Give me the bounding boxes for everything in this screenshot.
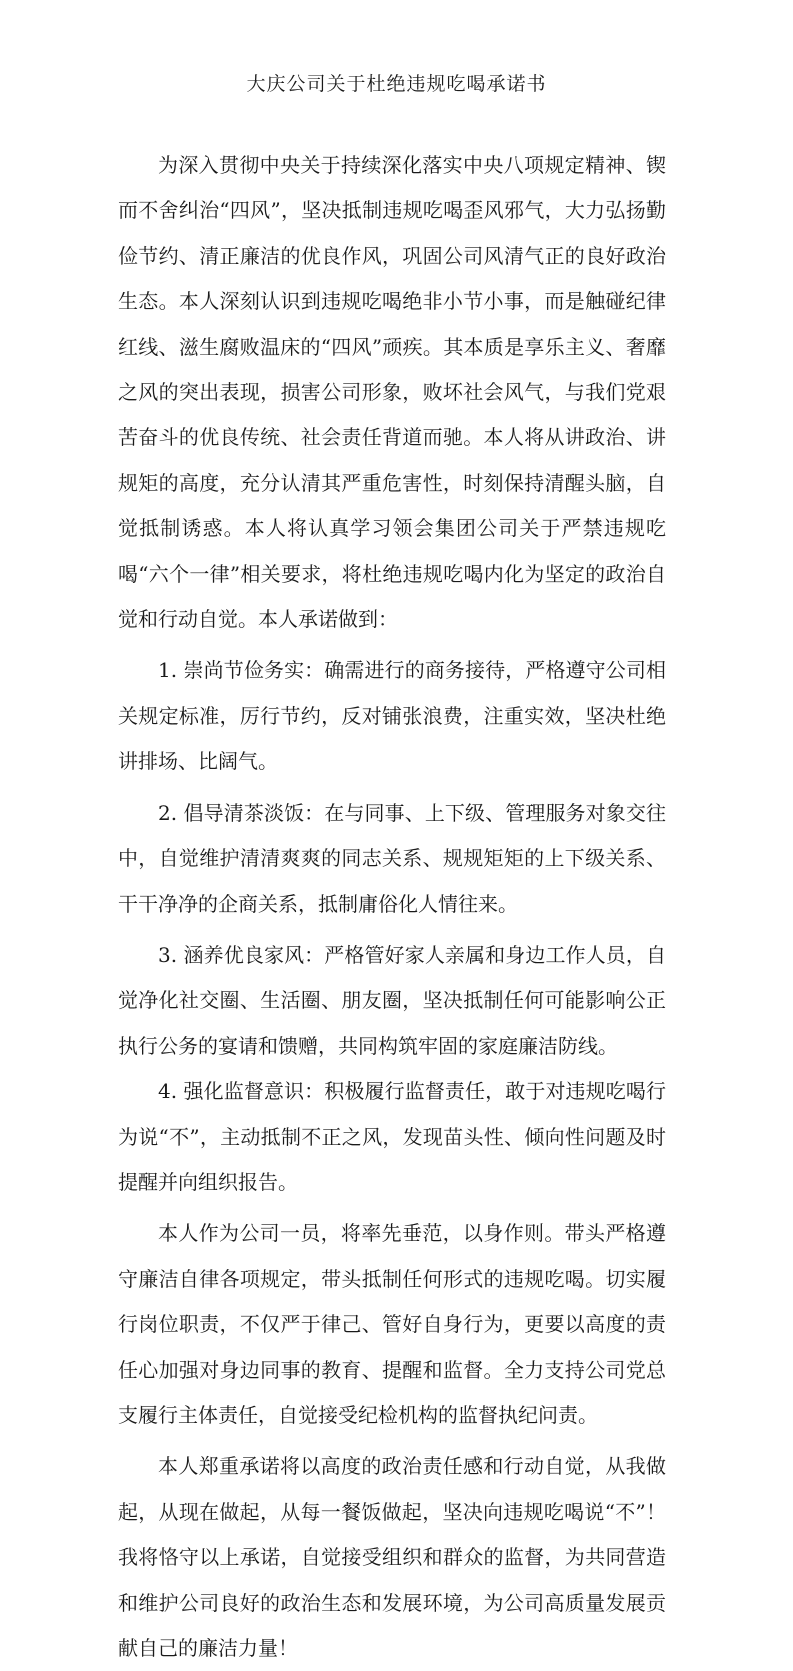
commitment-item-3: 3. 涵养优良家风：严格管好家人亲属和身边工作人员，自觉净化社交圈、生活圈、朋友圈，坚决抵制任何可能影响公正执行公务的宴请和馈赠，共同构筑牢固的家庭廉洁防线。 [118,942,666,1058]
commitment-item-4: 4. 强化监督意识：积极履行监督责任，敢于对违规吃喝行为说“不”，主动抵制不正之风，发现苗头性、倾向性问题及时提醒并向组织报告。 [118,1079,666,1194]
document-title: 大庆公司关于杜绝违规吃喝承诺书 [246,73,547,95]
document-body [118,143,666,1671]
intro-paragraph: 为深入贯彻中央关于持续深化落实中央八项规定精神、锲而不舍纠治“四风”，坚决抵制违规吃喝歪风邪气，大力弘扬勤俭节约、清正廉洁的优良作风，巩固公司风清气正的良好政治生态。本人深刻认识到违规吃喝绝非小节小事，而是触碰纪律红线、滋生腐败温床的“四风”顽疾。其本质是享乐主义、奢靡之风的突出表现，损害公司形象，败坏社会风气，与我们党艰苦奋斗的优良传统、社会责任背道而驰。本人将从讲政治、讲规矩的高度，充分认清其严重危害性，时刻保持清醒头脑，自觉抵制诱惑。本人将认真学习领会集团公司关于严禁违规吃喝“六个一律”相关要求，将杜绝违规吃喝内化为坚定的政治自觉和行动自觉。本人承诺做到： [118,153,666,632]
commitment-item-1: 1. 崇尚节俭务实：确需进行的商务接待，严格遵守公司相关规定标准，厉行节约，反对铺张浪费，注重实效，坚决杜绝讲排场、比阔气。 [118,658,666,774]
closing-paragraph-2: 本人郑重承诺将以高度的政治责任感和行动自觉，从我做起，从现在做起，从每一餐饭做起，坚决向违规吃喝说“不”！我将恪守以上承诺，自觉接受组织和群众的监督，为共同营造和维护公司良好的政治生态和发展环境，为公司高质量发展贡献自己的廉洁力量！ [118,1454,666,1660]
closing-paragraph-1: 本人作为公司一员，将率先垂范，以身作则。带头严格遵守廉洁自律各项规定，带头抵制任何形式的违规吃喝。切实履行岗位职责，不仅严于律己、管好自身行为，更要以高度的责任心加强对身边同事的教育、提醒和监督。全力支持公司党总支履行主体责任，自觉接受纪检机构的监督执纪问责。 [118,1221,666,1427]
commitment-item-2: 2. 倡导清茶淡饭：在与同事、上下级、管理服务对象交往中，自觉维护清清爽爽的同志关系、规规矩矩的上下级关系、干干净净的企商关系，抵制庸俗化人情往来。 [118,800,666,916]
